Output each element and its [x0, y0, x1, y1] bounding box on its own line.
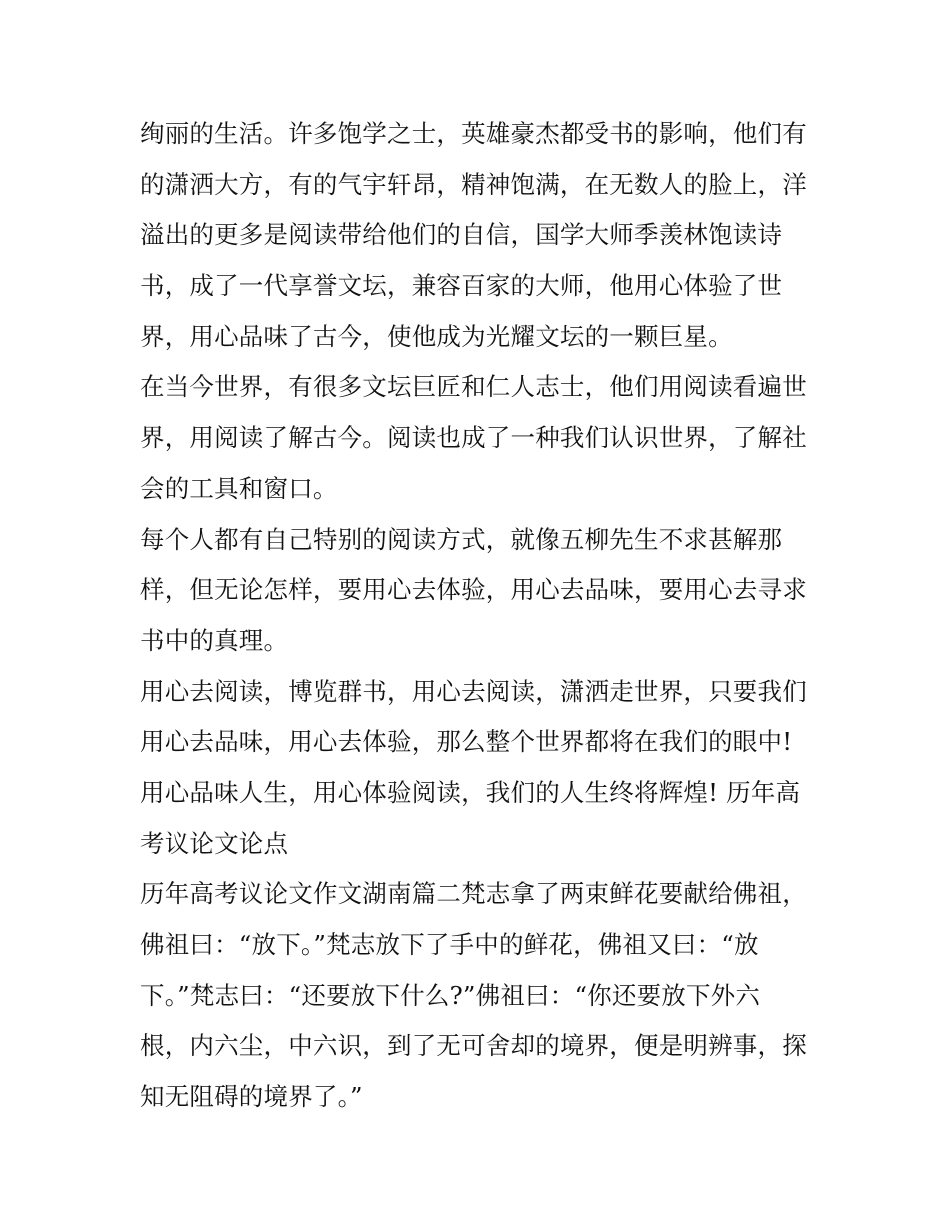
text-line-17: 佛祖曰：“放下。”梵志放下了手中的鲜花，佛祖又曰：“放 [140, 930, 759, 959]
text-line-12: 用心去阅读，博览群书，用心去阅读，潇洒走世界，只要我们 [140, 676, 807, 706]
text-line-9: 每个人都有自己特别的阅读方式，就像五柳先生不求甚解那 [140, 524, 783, 554]
text-line-19: 根，内六尘，中六识，到了无可舍却的境界，便是明辨事，探 [140, 1031, 807, 1061]
text-line-15: 考议论文论点 [140, 828, 289, 858]
text-line-20: 知无阻碍的境界了。” [140, 1082, 363, 1112]
text-line-18: 下。”梵志曰：“还要放下什么?”佛祖曰：“你还要放下外六 [140, 980, 761, 1010]
text-line-10: 样，但无论怎样，要用心去体验，用心去品味，要用心去寻求 [140, 575, 807, 605]
text-line-11: 书中的真理。 [140, 625, 289, 655]
text-line-3: 溢出的更多是阅读带给他们的自信，国学大师季羡林饱读诗 [140, 220, 783, 250]
text-line-7: 界，用阅读了解古今。阅读也成了一种我们认识世界，了解社 [140, 423, 807, 453]
text-line-14: 用心品味人生，用心体验阅读，我们的人生终将辉煌! 历年高 [140, 777, 801, 807]
text-line-1: 绚丽的生活。许多饱学之士，英雄豪杰都受书的影响，他们有 [140, 119, 807, 148]
text-line-16: 历年高考议论文作文湖南篇二梵志拿了两束鲜花要献给佛祖， [140, 879, 807, 909]
text-line-8: 会的工具和窗口。 [140, 473, 338, 503]
document-body [140, 109, 820, 1123]
text-line-2: 的潇洒大方，有的气宇轩昂，精神饱满，在无数人的脸上，洋 [140, 169, 807, 199]
text-line-13: 用心去品味，用心去体验，那么整个世界都将在我们的眼中! [140, 727, 793, 757]
text-line-4: 书，成了一代享誉文坛，兼容百家的大师，他用心体验了世 [140, 271, 783, 301]
text-line-5: 界，用心品味了古今，使他成为光耀文坛的一颗巨星。 [140, 321, 733, 351]
text-line-6: 在当今世界，有很多文坛巨匠和仁人志士，他们用阅读看遍世 [140, 372, 807, 402]
